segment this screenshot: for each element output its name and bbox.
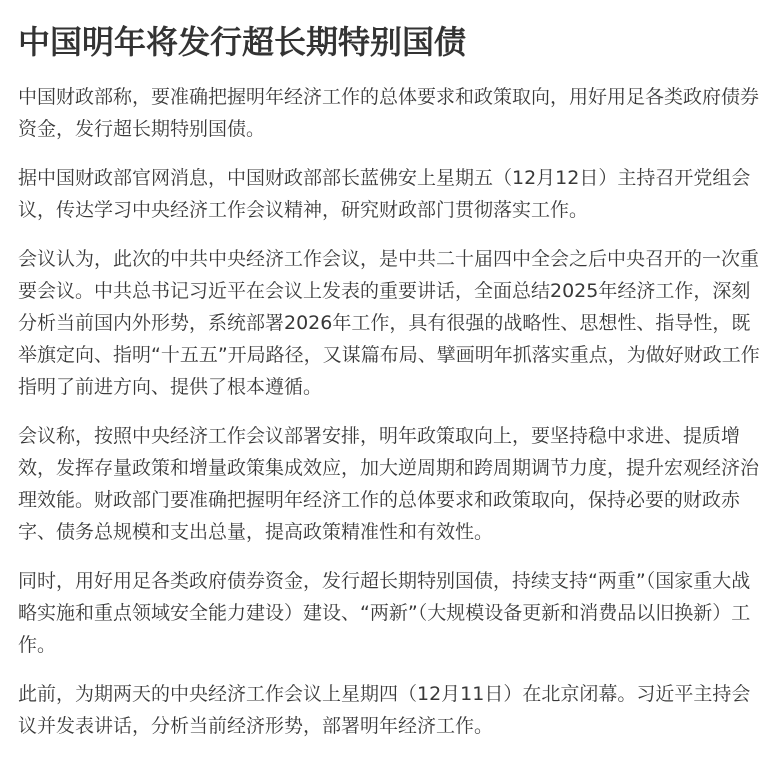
article-paragraph-4: 会议称，按照中央经济工作会议部署安排，明年政策取向上，要坚持稳中求进、提质增效，发挥存量政策和增量政策集成效应，加大逆周期和跨周期调节力度，提升宏观经济治理效能。财政部门要准确把握明年经济工作的总体要求和政策取向，保持必要的财政赤字、债务总规模和支出总量，提高政策精准性和有效性。 xyxy=(18,425,760,543)
article-paragraph-1: 中国财政部称，要准确把握明年经济工作的总体要求和政策取向，用好用足各类政府债券资金，发行超长期特别国债。 xyxy=(18,86,760,140)
article-title: 中国明年将发行超长期特别国债 xyxy=(18,23,467,61)
article-paragraph-5: 同时，用好用足各类政府债券资金，发行超长期特别国债，持续支持“两重”（国家重大战略实施和重点领域安全能力建设）建设、“两新”（大规模设备更新和消费品以旧换新）工作。 xyxy=(18,570,751,656)
article-body xyxy=(18,81,766,742)
article xyxy=(18,20,766,742)
article-paragraph-2: 据中国财政部官网消息，中国财政部部长蓝佛安上星期五（12月12日）主持召开党组会议，传达学习中央经济工作会议精神，研究财政部门贯彻落实工作。 xyxy=(18,167,751,221)
article-paragraph-6: 此前，为期两天的中央经济工作会议上星期四（12月11日）在北京闭幕。习近平主持会议并发表讲话，分析当前经济形势，部署明年经济工作。 xyxy=(18,683,751,737)
article-paragraph-3: 会议认为，此次的中共中央经济工作会议，是中共二十届四中全会之后中央召开的一次重要会议。中共总书记习近平在会议上发表的重要讲话，全面总结2025年经济工作，深刻分析当前国内外形势，系统部署2026年工作，具有很强的战略性、思想性、指导性，既举旗定向、指明“十五五”开局路径，又谋篇布局、擘画明年抓落实重点，为做好财政工作指明了前进方向、提供了根本遵循。 xyxy=(18,248,760,398)
